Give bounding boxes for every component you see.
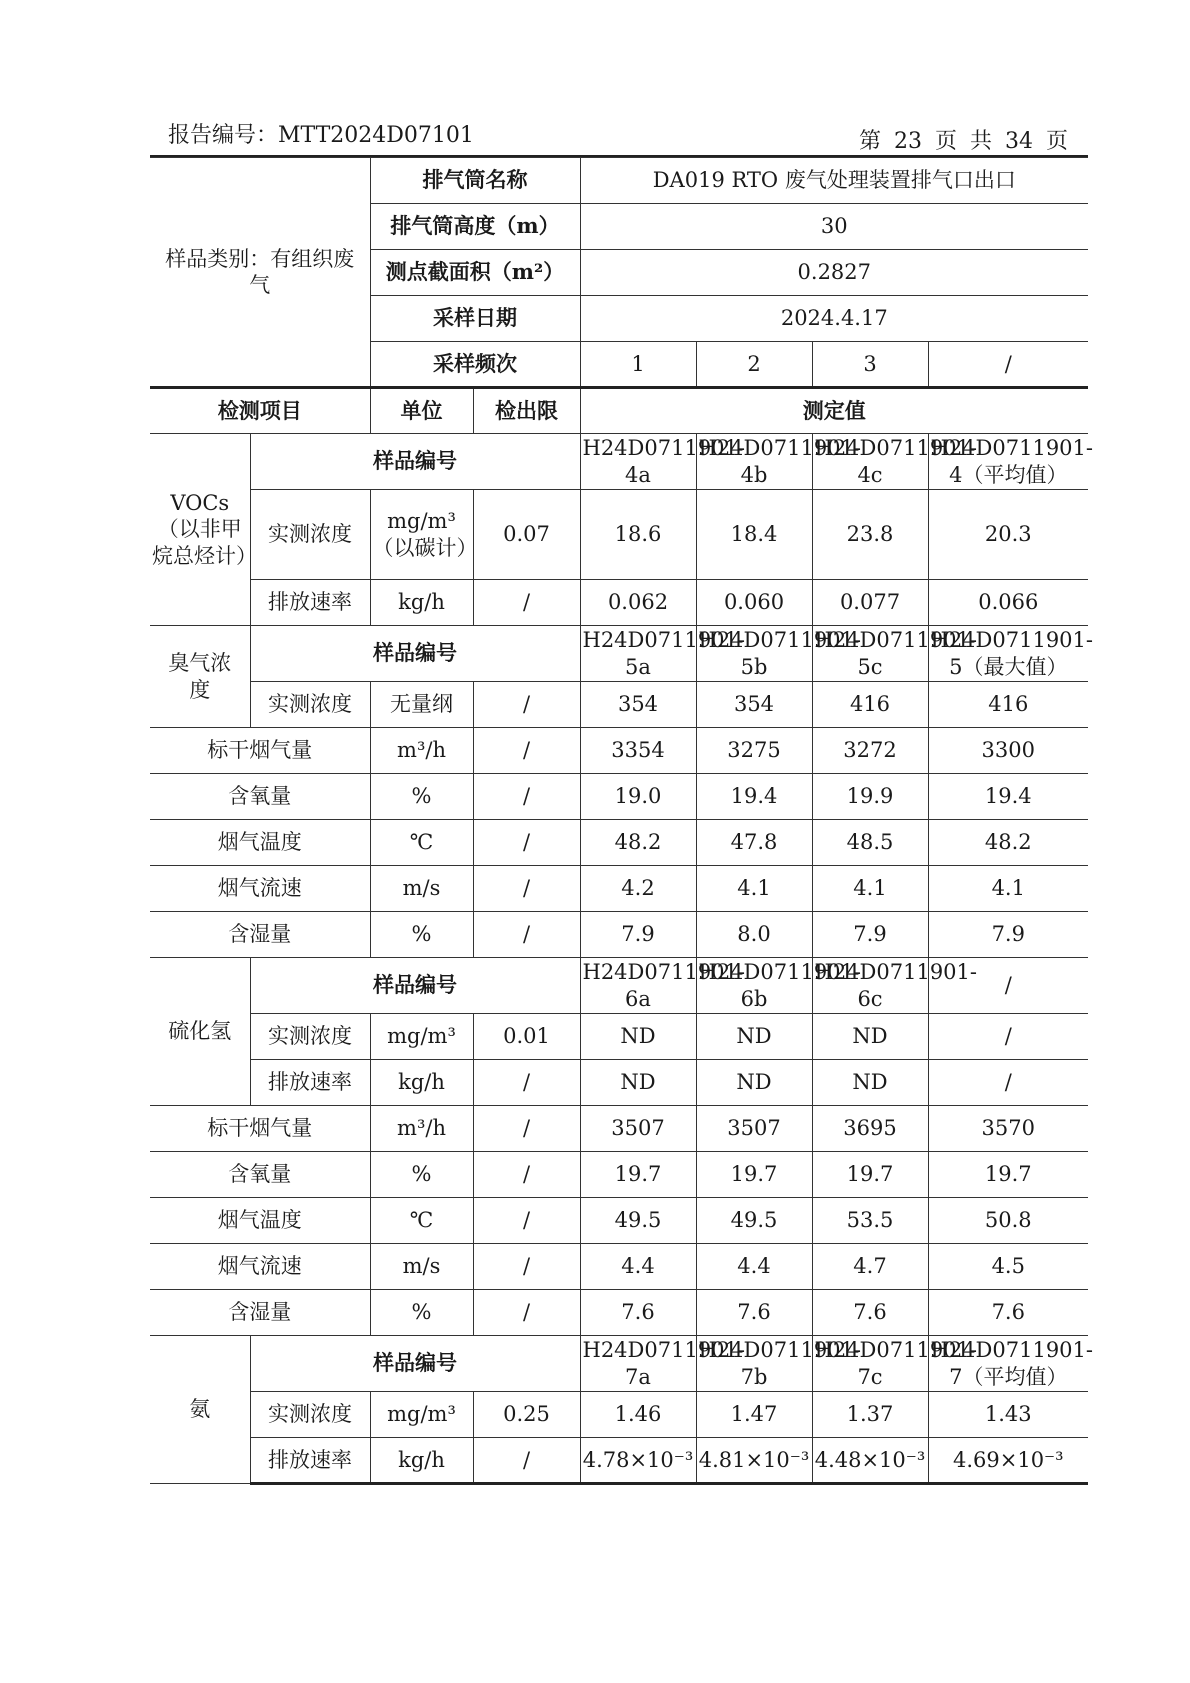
- detection-limit: /: [473, 774, 580, 820]
- value-cell: 7.6: [928, 1290, 1088, 1336]
- value-cell: 3354: [580, 728, 696, 774]
- value-cell: 7.6: [580, 1290, 696, 1336]
- param-row-velocity: [150, 1244, 1088, 1290]
- value-cell: 0.062: [580, 580, 696, 626]
- unit-m3h: m³/h: [370, 728, 473, 774]
- stack-name-label: 排气筒名称: [370, 158, 580, 204]
- value-cell: 20.3: [928, 490, 1088, 580]
- value-cell: ND: [812, 1014, 928, 1060]
- value-cell: 7.9: [812, 912, 928, 958]
- value-cell: 19.0: [580, 774, 696, 820]
- report-number: 报告编号：MTT2024D07101: [168, 123, 474, 148]
- value-cell: 48.2: [580, 820, 696, 866]
- param-row-temperature: [150, 1198, 1088, 1244]
- sample-id: H24D0711901-7b: [696, 1336, 812, 1392]
- detection-limit: /: [473, 912, 580, 958]
- value-cell: 4.1: [928, 866, 1088, 912]
- col-unit: 单位: [370, 388, 473, 434]
- unit-kgh: kg/h: [370, 580, 473, 626]
- value-cell: 4.7: [812, 1244, 928, 1290]
- ammonia-sample-row: [150, 1336, 1088, 1392]
- area-value: 0.2827: [580, 250, 1088, 296]
- value-cell: 7.6: [696, 1290, 812, 1336]
- value-cell: 4.81×10⁻³: [696, 1438, 812, 1484]
- sample-no-label: 样品编号: [250, 1336, 580, 1392]
- value-cell: 19.4: [696, 774, 812, 820]
- unit-celsius: ℃: [370, 820, 473, 866]
- sample-id: H24D0711901-5b: [696, 626, 812, 682]
- detection-limit: /: [473, 1244, 580, 1290]
- value-cell: ND: [580, 1014, 696, 1060]
- value-cell: 3570: [928, 1106, 1088, 1152]
- emission-rate-label: 排放速率: [250, 580, 370, 626]
- value-cell: 23.8: [812, 490, 928, 580]
- unit-percent: %: [370, 1290, 473, 1336]
- param-row-oxygen: [150, 774, 1088, 820]
- page-number: 第 23 页 共 34 页: [859, 129, 1068, 154]
- param-row-moisture: [150, 912, 1088, 958]
- value-cell: 7.9: [928, 912, 1088, 958]
- param-row-velocity: [150, 866, 1088, 912]
- sample-id: H24D0711901-5（最大值）: [928, 626, 1088, 682]
- page-header: [168, 118, 1068, 154]
- value-cell: 3507: [580, 1106, 696, 1152]
- detection-limit: /: [473, 580, 580, 626]
- detection-limit: /: [473, 682, 580, 728]
- value-cell: 19.7: [580, 1152, 696, 1198]
- value-cell: 416: [812, 682, 928, 728]
- value-cell: 4.1: [812, 866, 928, 912]
- value-cell: 1.47: [696, 1392, 812, 1438]
- measured-conc-label: 实测浓度: [250, 490, 370, 580]
- unit-mgm3: mg/m³: [370, 1392, 473, 1438]
- value-cell: /: [928, 1060, 1088, 1106]
- sample-id: /: [928, 958, 1088, 1014]
- measured-conc-label: 实测浓度: [250, 1392, 370, 1438]
- unit-mgm3-carbon: mg/m³（以碳计）: [370, 490, 473, 580]
- value-cell: ND: [812, 1060, 928, 1106]
- value-cell: 1.37: [812, 1392, 928, 1438]
- detection-limit: /: [473, 1060, 580, 1106]
- value-cell: 48.2: [928, 820, 1088, 866]
- value-cell: 47.8: [696, 820, 812, 866]
- detection-limit: 0.07: [473, 490, 580, 580]
- value-cell: 18.4: [696, 490, 812, 580]
- detection-limit: /: [473, 1290, 580, 1336]
- detection-limit: /: [473, 866, 580, 912]
- col-item: 检测项目: [150, 388, 370, 434]
- value-cell: 4.48×10⁻³: [812, 1438, 928, 1484]
- sample-id: H24D0711901-4c: [812, 434, 928, 490]
- detection-limit: 0.25: [473, 1392, 580, 1438]
- date-value: 2024.4.17: [580, 296, 1088, 342]
- param-row-dry-flow: [150, 1106, 1088, 1152]
- sample-id: H24D0711901-7a: [580, 1336, 696, 1392]
- unit-percent: %: [370, 774, 473, 820]
- h2s-name: 硫化氢: [150, 958, 250, 1106]
- value-cell: 1.43: [928, 1392, 1088, 1438]
- value-cell: 3300: [928, 728, 1088, 774]
- value-cell: 4.1: [696, 866, 812, 912]
- height-label: 排气筒高度（m）: [370, 204, 580, 250]
- vocs-name: VOCs（以非甲烷总烃计）: [150, 434, 250, 626]
- unit-kgh: kg/h: [370, 1060, 473, 1106]
- value-cell: 4.78×10⁻³: [580, 1438, 696, 1484]
- sample-id: H24D0711901-7（平均值）: [928, 1336, 1088, 1392]
- sample-id: H24D0711901-5c: [812, 626, 928, 682]
- param-row-temperature: [150, 820, 1088, 866]
- value-cell: 19.7: [928, 1152, 1088, 1198]
- value-cell: 48.5: [812, 820, 928, 866]
- dry-flow-label: 标干烟气量: [150, 1106, 370, 1152]
- frequency-1: 1: [580, 342, 696, 388]
- odor-sample-row: [150, 626, 1088, 682]
- unit-celsius: ℃: [370, 1198, 473, 1244]
- ammonia-conc-row: [150, 1392, 1088, 1438]
- value-cell: 4.69×10⁻³: [928, 1438, 1088, 1484]
- value-cell: 49.5: [696, 1198, 812, 1244]
- date-label: 采样日期: [370, 296, 580, 342]
- detection-limit: /: [473, 1152, 580, 1198]
- h2s-sample-row: [150, 958, 1088, 1014]
- unit-m3h: m³/h: [370, 1106, 473, 1152]
- ammonia-rate-row: [150, 1438, 1088, 1484]
- value-cell: 19.7: [696, 1152, 812, 1198]
- value-cell: 19.7: [812, 1152, 928, 1198]
- measured-conc-label: 实测浓度: [250, 1014, 370, 1060]
- unit-ms: m/s: [370, 1244, 473, 1290]
- unit-percent: %: [370, 1152, 473, 1198]
- detection-limit: /: [473, 728, 580, 774]
- sample-id: H24D0711901-4（平均值）: [928, 434, 1088, 490]
- vocs-sample-row: [150, 434, 1088, 490]
- value-cell: 49.5: [580, 1198, 696, 1244]
- temperature-label: 烟气温度: [150, 820, 370, 866]
- emission-rate-label: 排放速率: [250, 1438, 370, 1484]
- odor-name: 臭气浓度: [150, 626, 250, 728]
- unit-ms: m/s: [370, 866, 473, 912]
- value-cell: 7.6: [812, 1290, 928, 1336]
- emission-rate-label: 排放速率: [250, 1060, 370, 1106]
- sample-no-label: 样品编号: [250, 434, 580, 490]
- value-cell: 8.0: [696, 912, 812, 958]
- sample-id: H24D0711901-5a: [580, 626, 696, 682]
- detection-limit: /: [473, 820, 580, 866]
- value-cell: 4.4: [696, 1244, 812, 1290]
- dry-flow-label: 标干烟气量: [150, 728, 370, 774]
- sample-id: H24D0711901-4b: [696, 434, 812, 490]
- height-value: 30: [580, 204, 1088, 250]
- value-cell: 0.077: [812, 580, 928, 626]
- value-cell: 354: [580, 682, 696, 728]
- value-cell: 3695: [812, 1106, 928, 1152]
- value-cell: ND: [696, 1060, 812, 1106]
- unit-percent: %: [370, 912, 473, 958]
- value-cell: 1.46: [580, 1392, 696, 1438]
- detection-limit: 0.01: [473, 1014, 580, 1060]
- sample-id: H24D0711901-6c: [812, 958, 928, 1014]
- sample-id: H24D0711901-6b: [696, 958, 812, 1014]
- frequency-2: 2: [696, 342, 812, 388]
- col-limit: 检出限: [473, 388, 580, 434]
- value-cell: 3507: [696, 1106, 812, 1152]
- value-cell: ND: [580, 1060, 696, 1106]
- vocs-rate-row: [150, 580, 1088, 626]
- ammonia-name: 氨: [150, 1336, 250, 1484]
- detection-limit: /: [473, 1198, 580, 1244]
- oxygen-label: 含氧量: [150, 774, 370, 820]
- sample-category: 样品类别：有组织废气: [150, 158, 370, 388]
- frequency-3: 3: [812, 342, 928, 388]
- oxygen-label: 含氧量: [150, 1152, 370, 1198]
- measured-conc-label: 实测浓度: [250, 682, 370, 728]
- value-cell: 416: [928, 682, 1088, 728]
- stack-name-value: DA019 RTO 废气处理装置排气口出口: [580, 158, 1088, 204]
- value-cell: 0.066: [928, 580, 1088, 626]
- value-cell: ND: [696, 1014, 812, 1060]
- param-row-oxygen: [150, 1152, 1088, 1198]
- value-cell: 19.4: [928, 774, 1088, 820]
- vocs-conc-row: [150, 490, 1088, 580]
- velocity-label: 烟气流速: [150, 1244, 370, 1290]
- value-cell: 354: [696, 682, 812, 728]
- column-header-row: [150, 388, 1088, 434]
- odor-conc-row: [150, 682, 1088, 728]
- value-cell: /: [928, 1014, 1088, 1060]
- value-cell: 18.6: [580, 490, 696, 580]
- sample-id: H24D0711901-6a: [580, 958, 696, 1014]
- value-cell: 3275: [696, 728, 812, 774]
- h2s-rate-row: [150, 1060, 1088, 1106]
- moisture-label: 含湿量: [150, 1290, 370, 1336]
- value-cell: 4.4: [580, 1244, 696, 1290]
- moisture-label: 含湿量: [150, 912, 370, 958]
- temperature-label: 烟气温度: [150, 1198, 370, 1244]
- area-label: 测点截面积（m²）: [370, 250, 580, 296]
- value-cell: 19.9: [812, 774, 928, 820]
- detection-limit: /: [473, 1106, 580, 1152]
- value-cell: 3272: [812, 728, 928, 774]
- param-row-dry-flow: [150, 728, 1088, 774]
- value-cell: 7.9: [580, 912, 696, 958]
- unit-dimensionless: 无量纲: [370, 682, 473, 728]
- sample-no-label: 样品编号: [250, 626, 580, 682]
- col-value: 测定值: [580, 388, 1088, 434]
- value-cell: 53.5: [812, 1198, 928, 1244]
- info-row-stack-name: [150, 158, 1088, 204]
- param-row-moisture: [150, 1290, 1088, 1336]
- sample-no-label: 样品编号: [250, 958, 580, 1014]
- unit-kgh: kg/h: [370, 1438, 473, 1484]
- unit-mgm3: mg/m³: [370, 1014, 473, 1060]
- value-cell: 4.5: [928, 1244, 1088, 1290]
- h2s-conc-row: [150, 1014, 1088, 1060]
- value-cell: 4.2: [580, 866, 696, 912]
- sample-id: H24D0711901-7c: [812, 1336, 928, 1392]
- value-cell: 0.060: [696, 580, 812, 626]
- value-cell: 50.8: [928, 1198, 1088, 1244]
- frequency-label: 采样频次: [370, 342, 580, 388]
- detection-limit: /: [473, 1438, 580, 1484]
- frequency-4: /: [928, 342, 1088, 388]
- sample-id: H24D0711901-4a: [580, 434, 696, 490]
- report-table: [150, 157, 1093, 1485]
- velocity-label: 烟气流速: [150, 866, 370, 912]
